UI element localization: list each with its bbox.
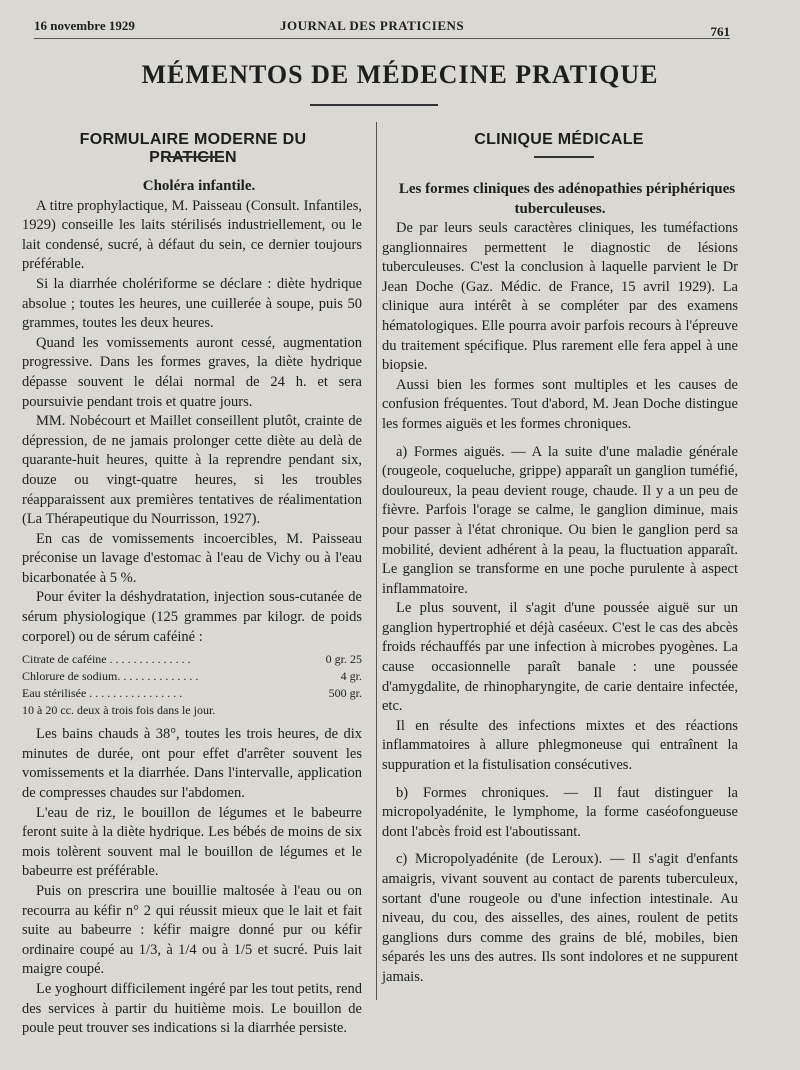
issue-date: 16 novembre 1929 <box>34 18 135 33</box>
paragraph: Si la diarrhée cholériforme se déclare : diète hydrique absolue ; toutes les heures, une cuillerée à soupe, puis 50 grammes, toutes les deux heures. <box>22 275 362 332</box>
formula-quantity: 0 gr. 25 <box>325 652 362 667</box>
paragraph: De par leurs seuls caractères cliniques, les tuméfactions ganglionnaires permettent le diagnostic de lésions tuberculeuses. C'est la conclusion à laquelle parvient le Dr Jean Doche (Gaz. Médic. de France, 15 avril 1929). La clinique aura intérêt à se compléter par des examens hématologiques. Elle pourra avoir parfois recours à l'épreuve du traitement spécifique. Plus rarement elle fera appel à une biopsie. <box>382 220 738 374</box>
formula-row <box>22 651 362 668</box>
right-section-rule <box>534 156 594 158</box>
header-rule <box>34 38 730 39</box>
formula-row <box>22 685 362 702</box>
article-title-adenopathies: Les formes cliniques des adénopathies périphériques tuberculeuses. <box>398 181 736 217</box>
formula-quantity: 4 gr. <box>340 669 362 684</box>
left-section-rule <box>164 156 224 158</box>
paragraph: c) Micropolyadénite (de Leroux). — Il s'agit d'enfants amaigris, vivant souvent au contact de parents tuberculeux, sortant d'une rougeole ou d'une infection intestinale. Au niveau, du cou, des aisselles, des aines, roulent de petits ganglions durs comme des grains de blé, mobiles, bien séparés les uns des autres. Ils sont indolores et ne suppurent jamais. <box>382 851 738 985</box>
right-section-title: CLINIQUE MÉDICALE <box>474 131 644 148</box>
main-title: MÉMENTOS DE MÉDECINE PRATIQUE <box>141 60 659 89</box>
formula-ingredient: Chlorure de sodium. . . . . . . . . . . . . . <box>22 669 199 684</box>
paragraph: Le yoghourt difficilement ingéré par les tout petits, rend des services à partir du huitième mois. Le bouillon de poule peut trouver ses indications si la diarrhée persiste. <box>22 980 362 1037</box>
paragraph: En cas de vomissements incoercibles, M. Paisseau préconise un lavage d'estomac à l'eau de Vichy ou à l'eau bicarbonatée à 5 %. <box>22 530 362 586</box>
column-divider <box>376 122 377 1000</box>
paragraph: A titre prophylactique, M. Paisseau (Consult. Infantiles, 1929) conseille les laits stérilisés industriellement, ou le lait condensé, sucré, à défaut du sein, ce dernier toujours préférable. <box>22 197 362 273</box>
left-column <box>22 177 362 1039</box>
prescription-formula <box>22 651 362 719</box>
formula-dosage: 10 à 20 cc. deux à trois fois dans le jour. <box>22 703 216 718</box>
paragraph: Quand les vomissements auront cessé, augmentation progressive. Dans les formes graves, la diète hydrique dépasse souvent le délai normal de 24 h. et sera poursuivie pendant trois et quatre jours. <box>22 334 362 410</box>
left-section-title: FORMULAIRE MODERNE DU PRATICIEN <box>79 131 307 166</box>
title-rule <box>310 104 438 106</box>
paragraph: Les bains chauds à 38°, toutes les trois heures, de dix minutes de durée, ont pour effet d'arrêter souvent les vomissements et la diarrhée. Dans l'intervalle, application de compresses chaudes sur l'abdomen. <box>22 726 362 802</box>
right-column <box>382 179 738 988</box>
paragraph: b) Formes chroniques. — Il faut distinguer la micropolyadénite, le lymphome, la forme caséofongueuse dont l'abcès froid est l'aboutissant. <box>382 784 738 840</box>
paragraph: L'eau de riz, le bouillon de légumes et le babeurre feront suite à la diète hydrique. Les bébés de moins de six mois tolèrent souvent mal le bouillon de légumes et le babeurre est préférable. <box>22 804 362 880</box>
article-title-cholera: Choléra infantile. <box>142 178 256 194</box>
journal-name: JOURNAL DES PRATICIENS <box>280 18 465 33</box>
formula-ingredient: Citrate de caféine . . . . . . . . . . . . . . <box>22 652 191 667</box>
paragraph: Le plus souvent, il s'agit d'une poussée aiguë sur un ganglion hypertrophié et déjà caséeux. C'est le cas des abcès froids réchauffés par une infection à microbes pyogènes. La cause occasionnelle paraît banale : une poussée d'amygdalite, de rhinopharyngite, de carie dentaire infectée, etc. <box>382 600 738 715</box>
formula-ingredient: Eau stérilisée . . . . . . . . . . . . . . . . <box>22 686 183 701</box>
formula-row <box>22 668 362 685</box>
formula-quantity: 500 gr. <box>328 686 362 701</box>
paragraph: Puis on prescrira une bouillie maltosée à l'eau ou on recourra au kéfir n° 2 qui réussit mieux que le lait et fait suite au babeurre : kéfir maigre donné pur ou kéfir ordinaire coupé au 1/3, à 1/4 ou à 1/5 et sucré. Puis lait maigre coupé. <box>22 883 362 978</box>
page-number: 761 <box>710 24 730 39</box>
paragraph: Il en résulte des infections mixtes et des réactions inflammatoires à allure phlegmoneuse qui entraînent la suppuration et la fistulisation consécutives. <box>382 717 738 774</box>
running-header <box>34 18 730 39</box>
paragraph: a) Formes aiguës. — A la suite d'une maladie générale (rougeole, coqueluche, grippe) apparaît un ganglion tuméfié, douloureux, la peau devient rouge, chaude. Il y a un peu de fièvre. Parfois l'orage se calme, le ganglion diminue, mais pour passer à l'état chronique. Ou bien le ganglion perd sa mobilité, devient adhérent à la peau, la fluctuation apparaît. Le ganglion se transforme en une poche purulente à aspect inflammatoire. <box>382 443 738 597</box>
paragraph: Pour éviter la déshydratation, injection sous-cutanée de sérum physiologique (125 grammes par kilogr. de poids corporel) ou de sérum caféiné : <box>22 589 362 645</box>
paragraph: MM. Nobécourt et Maillet conseillent plutôt, crainte de dépression, de ne jamais prolonger cette diète au delà de quarante-huit heures, quitte à la reprendre pendant six, douze ou vingt-quatre heures, si les troubles réapparaissent aux premières tentatives de réalimentation (La Thérapeutique du Nourrisson, 1927). <box>22 413 362 528</box>
paragraph: Aussi bien les formes sont multiples et les causes de confusion fréquentes. Tout d'abord, M. Jean Doche distingue les formes aiguës et les formes chroniques. <box>382 376 738 432</box>
